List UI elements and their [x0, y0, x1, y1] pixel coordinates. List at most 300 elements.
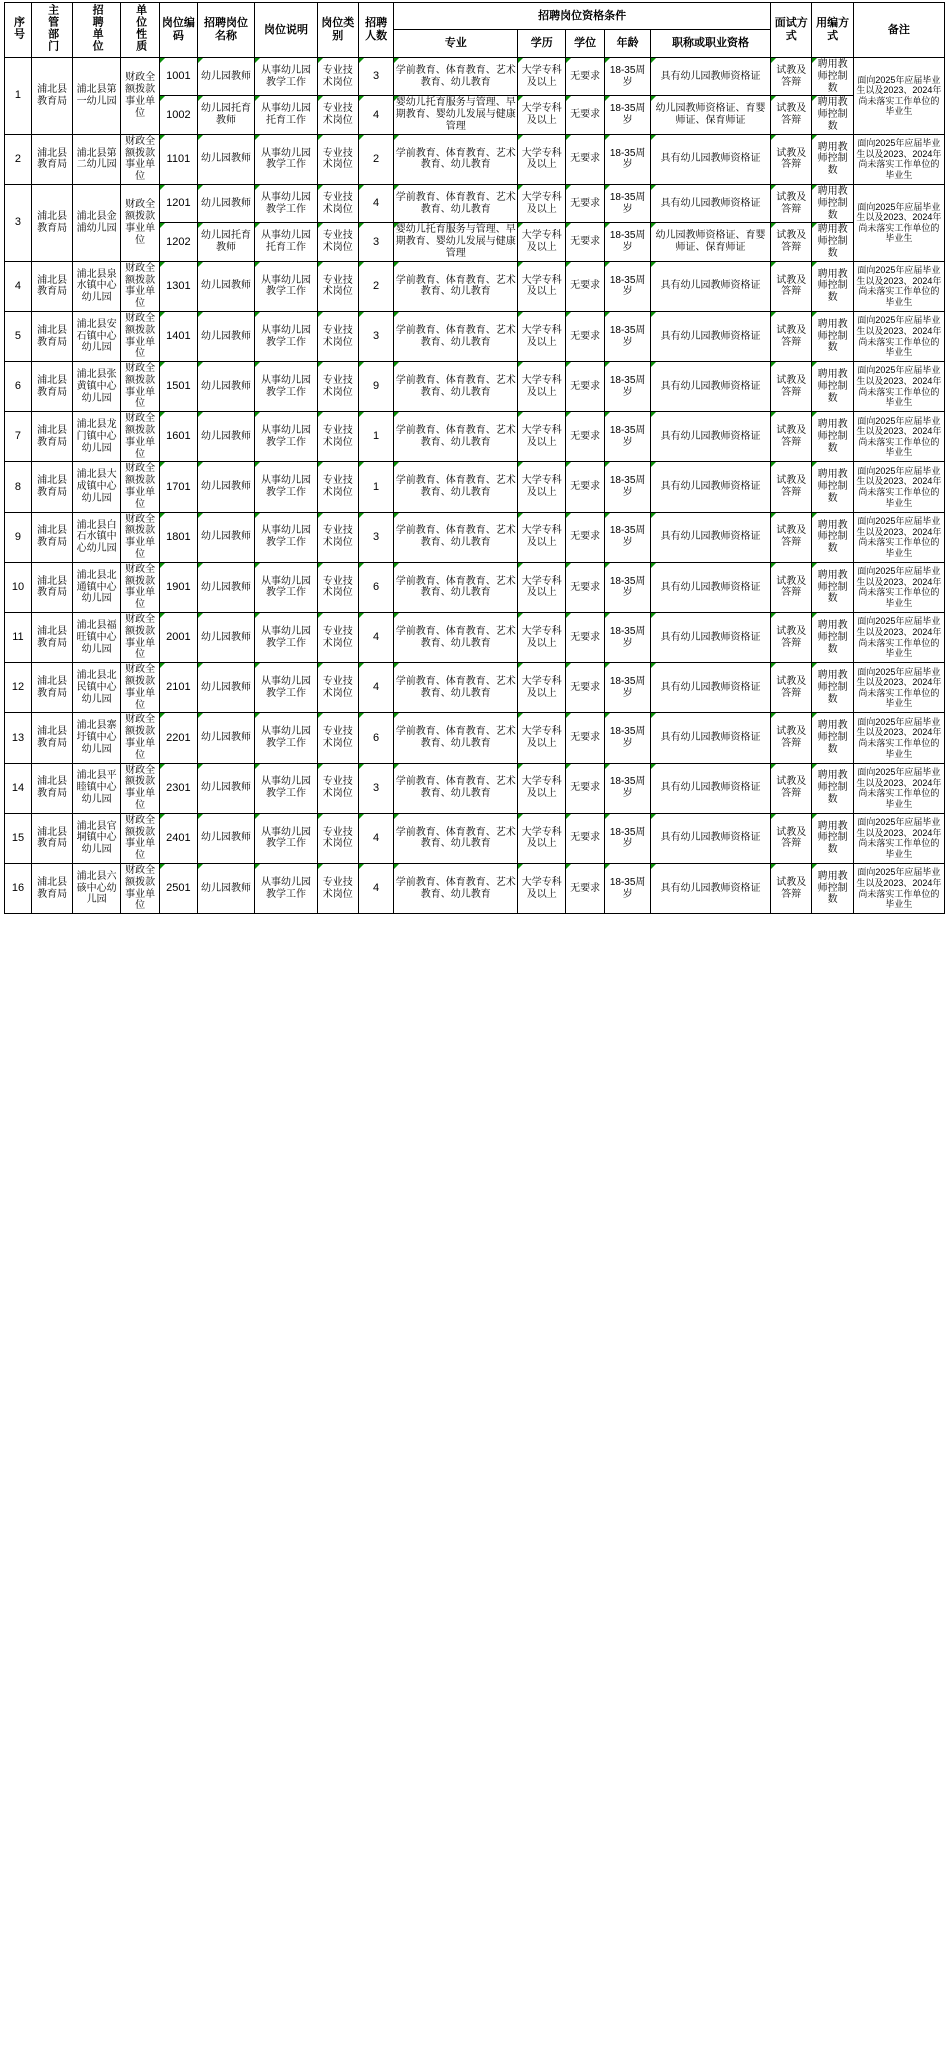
cell-nature: 财政全额拨款事业单位 — [120, 261, 159, 311]
cell-unit: 浦北县北通镇中心幼儿园 — [73, 562, 121, 612]
cell-unit: 浦北县平睦镇中心幼儿园 — [73, 763, 121, 813]
cell-employ: 聘用教师控制数 — [812, 57, 853, 95]
cell-title: 幼儿园教师资格证、育婴师证、保育师证 — [650, 223, 770, 261]
cell-category: 专业技术岗位 — [317, 562, 358, 612]
cell-exam: 试教及答辩 — [771, 311, 812, 361]
cell-name: 幼儿园教师 — [197, 663, 255, 713]
cell-age: 18-35周岁 — [605, 462, 651, 512]
cell-category: 专业技术岗位 — [317, 663, 358, 713]
cell-seq: 1 — [5, 57, 32, 134]
table-header — [5, 3, 945, 58]
cell-desc: 从事幼儿园教学工作 — [255, 57, 317, 95]
cell-seq: 9 — [5, 512, 32, 562]
cell-name: 幼儿园教师 — [197, 462, 255, 512]
cell-remark: 面向2025年应届毕业生以及2023、2024年尚未落实工作单位的毕业生 — [853, 512, 944, 562]
cell-age: 18-35周岁 — [605, 863, 651, 913]
cell-name: 幼儿园教师 — [197, 813, 255, 863]
cell-employ: 聘用教师控制数 — [812, 613, 853, 663]
table-row — [5, 261, 945, 311]
cell-unit: 浦北县六硋中心幼儿园 — [73, 863, 121, 913]
cell-count: 6 — [359, 713, 394, 763]
cell-count: 1 — [359, 412, 394, 462]
cell-name: 幼儿园教师 — [197, 184, 255, 222]
recruitment-table-sheet — [0, 2, 949, 914]
cell-code: 1202 — [160, 223, 197, 261]
cell-count: 3 — [359, 223, 394, 261]
cell-name: 幼儿园教师 — [197, 134, 255, 184]
cell-nature: 财政全额拨款事业单位 — [120, 184, 159, 261]
cell-seq: 15 — [5, 813, 32, 863]
cell-employ: 聘用教师控制数 — [812, 223, 853, 261]
cell-seq: 6 — [5, 362, 32, 412]
cell-code: 2201 — [160, 713, 197, 763]
cell-dept: 浦北县教育局 — [31, 562, 72, 612]
cell-exam: 试教及答辩 — [771, 261, 812, 311]
cell-category: 专业技术岗位 — [317, 261, 358, 311]
cell-desc: 从事幼儿园教学工作 — [255, 813, 317, 863]
cell-desc: 从事幼儿园托育工作 — [255, 96, 317, 134]
cell-degree: 无要求 — [566, 184, 605, 222]
cell-degree: 无要求 — [566, 462, 605, 512]
cell-unit: 浦北县官垌镇中心幼儿园 — [73, 813, 121, 863]
table-row — [5, 362, 945, 412]
cell-nature: 财政全额拨款事业单位 — [120, 813, 159, 863]
header-desc: 岗位说明 — [255, 3, 317, 58]
cell-seq: 2 — [5, 134, 32, 184]
cell-major: 学前教育、体育教育、艺术教育、幼儿教育 — [394, 57, 518, 95]
cell-employ: 聘用教师控制数 — [812, 261, 853, 311]
cell-unit: 浦北县福旺镇中心幼儿园 — [73, 613, 121, 663]
header-remark: 备注 — [853, 3, 944, 58]
cell-exam: 试教及答辩 — [771, 57, 812, 95]
cell-nature: 财政全额拨款事业单位 — [120, 57, 159, 134]
cell-unit: 浦北县金浦幼儿园 — [73, 184, 121, 261]
cell-dept: 浦北县教育局 — [31, 362, 72, 412]
cell-remark: 面向2025年应届毕业生以及2023、2024年尚未落实工作单位的毕业生 — [853, 713, 944, 763]
cell-title: 具有幼儿园教师资格证 — [650, 57, 770, 95]
cell-category: 专业技术岗位 — [317, 613, 358, 663]
table-row — [5, 663, 945, 713]
cell-unit: 浦北县北民镇中心幼儿园 — [73, 663, 121, 713]
cell-employ: 聘用教师控制数 — [812, 562, 853, 612]
cell-dept: 浦北县教育局 — [31, 763, 72, 813]
cell-education: 大学专科及以上 — [518, 96, 566, 134]
cell-dept: 浦北县教育局 — [31, 261, 72, 311]
cell-seq: 3 — [5, 184, 32, 261]
cell-unit: 浦北县第二幼儿园 — [73, 134, 121, 184]
cell-degree: 无要求 — [566, 261, 605, 311]
cell-seq: 4 — [5, 261, 32, 311]
cell-code: 2301 — [160, 763, 197, 813]
cell-remark: 面向2025年应届毕业生以及2023、2024年尚未落实工作单位的毕业生 — [853, 663, 944, 713]
cell-exam: 试教及答辩 — [771, 134, 812, 184]
cell-desc: 从事幼儿园托育工作 — [255, 223, 317, 261]
cell-exam: 试教及答辩 — [771, 663, 812, 713]
cell-dept: 浦北县教育局 — [31, 613, 72, 663]
cell-code: 2401 — [160, 813, 197, 863]
cell-age: 18-35周岁 — [605, 311, 651, 361]
cell-exam: 试教及答辩 — [771, 412, 812, 462]
cell-category: 专业技术岗位 — [317, 462, 358, 512]
cell-remark: 面向2025年应届毕业生以及2023、2024年尚未落实工作单位的毕业生 — [853, 134, 944, 184]
cell-nature: 财政全额拨款事业单位 — [120, 713, 159, 763]
cell-title: 具有幼儿园教师资格证 — [650, 713, 770, 763]
cell-seq: 12 — [5, 663, 32, 713]
cell-unit: 浦北县龙门镇中心幼儿园 — [73, 412, 121, 462]
cell-category: 专业技术岗位 — [317, 362, 358, 412]
cell-education: 大学专科及以上 — [518, 311, 566, 361]
cell-count: 3 — [359, 512, 394, 562]
cell-major: 学前教育、体育教育、艺术教育、幼儿教育 — [394, 261, 518, 311]
cell-age: 18-35周岁 — [605, 134, 651, 184]
cell-degree: 无要求 — [566, 863, 605, 913]
table-row — [5, 763, 945, 813]
cell-employ: 聘用教师控制数 — [812, 663, 853, 713]
cell-degree: 无要求 — [566, 713, 605, 763]
cell-dept: 浦北县教育局 — [31, 713, 72, 763]
cell-seq: 10 — [5, 562, 32, 612]
cell-age: 18-35周岁 — [605, 562, 651, 612]
header-unit: 招聘单位 — [73, 3, 121, 58]
cell-exam: 试教及答辩 — [771, 184, 812, 222]
table-row — [5, 562, 945, 612]
cell-major: 学前教育、体育教育、艺术教育、幼儿教育 — [394, 412, 518, 462]
cell-dept: 浦北县教育局 — [31, 863, 72, 913]
cell-degree: 无要求 — [566, 223, 605, 261]
cell-education: 大学专科及以上 — [518, 134, 566, 184]
cell-education: 大学专科及以上 — [518, 863, 566, 913]
cell-employ: 聘用教师控制数 — [812, 184, 853, 222]
cell-name: 幼儿园教师 — [197, 412, 255, 462]
cell-remark: 面向2025年应届毕业生以及2023、2024年尚未落实工作单位的毕业生 — [853, 311, 944, 361]
cell-category: 专业技术岗位 — [317, 311, 358, 361]
cell-title: 具有幼儿园教师资格证 — [650, 512, 770, 562]
cell-seq: 14 — [5, 763, 32, 813]
cell-count: 4 — [359, 184, 394, 222]
cell-major: 婴幼儿托育服务与管理、早期教育、婴幼儿发展与健康管理 — [394, 223, 518, 261]
cell-degree: 无要求 — [566, 134, 605, 184]
cell-exam: 试教及答辩 — [771, 223, 812, 261]
cell-code: 1901 — [160, 562, 197, 612]
cell-name: 幼儿园教师 — [197, 713, 255, 763]
cell-education: 大学专科及以上 — [518, 562, 566, 612]
cell-count: 4 — [359, 813, 394, 863]
header-title: 职称或职业资格 — [650, 30, 770, 57]
cell-count: 3 — [359, 763, 394, 813]
cell-age: 18-35周岁 — [605, 613, 651, 663]
cell-title: 具有幼儿园教师资格证 — [650, 863, 770, 913]
cell-title: 具有幼儿园教师资格证 — [650, 763, 770, 813]
cell-unit: 浦北县安石镇中心幼儿园 — [73, 311, 121, 361]
cell-degree: 无要求 — [566, 57, 605, 95]
cell-category: 专业技术岗位 — [317, 512, 358, 562]
cell-seq: 5 — [5, 311, 32, 361]
cell-name: 幼儿园托育教师 — [197, 223, 255, 261]
cell-degree: 无要求 — [566, 562, 605, 612]
cell-remark: 面向2025年应届毕业生以及2023、2024年尚未落实工作单位的毕业生 — [853, 562, 944, 612]
cell-major: 学前教育、体育教育、艺术教育、幼儿教育 — [394, 863, 518, 913]
cell-name: 幼儿园托育教师 — [197, 96, 255, 134]
table-row — [5, 863, 945, 913]
cell-code: 1701 — [160, 462, 197, 512]
cell-nature: 财政全额拨款事业单位 — [120, 663, 159, 713]
cell-employ: 聘用教师控制数 — [812, 362, 853, 412]
header-major: 专业 — [394, 30, 518, 57]
cell-nature: 财政全额拨款事业单位 — [120, 512, 159, 562]
cell-dept: 浦北县教育局 — [31, 134, 72, 184]
cell-category: 专业技术岗位 — [317, 57, 358, 95]
cell-category: 专业技术岗位 — [317, 184, 358, 222]
cell-dept: 浦北县教育局 — [31, 462, 72, 512]
cell-code: 1401 — [160, 311, 197, 361]
cell-code: 1201 — [160, 184, 197, 222]
cell-exam: 试教及答辩 — [771, 96, 812, 134]
table-row — [5, 311, 945, 361]
cell-dept: 浦北县教育局 — [31, 412, 72, 462]
cell-nature: 财政全额拨款事业单位 — [120, 134, 159, 184]
cell-unit: 浦北县白石水镇中心幼儿园 — [73, 512, 121, 562]
cell-exam: 试教及答辩 — [771, 763, 812, 813]
cell-desc: 从事幼儿园教学工作 — [255, 863, 317, 913]
header-group-qualifications: 招聘岗位资格条件 — [394, 3, 771, 30]
cell-code: 2101 — [160, 663, 197, 713]
header-code: 岗位编码 — [160, 3, 197, 58]
cell-name: 幼儿园教师 — [197, 512, 255, 562]
cell-code: 2001 — [160, 613, 197, 663]
header-education: 学历 — [518, 30, 566, 57]
cell-employ: 聘用教师控制数 — [812, 713, 853, 763]
cell-desc: 从事幼儿园教学工作 — [255, 713, 317, 763]
cell-remark: 面向2025年应届毕业生以及2023、2024年尚未落实工作单位的毕业生 — [853, 261, 944, 311]
cell-unit: 浦北县泉水镇中心幼儿园 — [73, 261, 121, 311]
header-seq: 序号 — [5, 3, 32, 58]
cell-age: 18-35周岁 — [605, 713, 651, 763]
cell-code: 1501 — [160, 362, 197, 412]
cell-nature: 财政全额拨款事业单位 — [120, 763, 159, 813]
cell-employ: 聘用教师控制数 — [812, 763, 853, 813]
cell-count: 4 — [359, 96, 394, 134]
cell-age: 18-35周岁 — [605, 512, 651, 562]
cell-count: 2 — [359, 134, 394, 184]
cell-remark: 面向2025年应届毕业生以及2023、2024年尚未落实工作单位的毕业生 — [853, 863, 944, 913]
table-row — [5, 134, 945, 184]
cell-count: 6 — [359, 562, 394, 612]
cell-count: 1 — [359, 462, 394, 512]
cell-desc: 从事幼儿园教学工作 — [255, 261, 317, 311]
header-category: 岗位类别 — [317, 3, 358, 58]
cell-category: 专业技术岗位 — [317, 863, 358, 913]
cell-employ: 聘用教师控制数 — [812, 134, 853, 184]
cell-age: 18-35周岁 — [605, 412, 651, 462]
cell-age: 18-35周岁 — [605, 57, 651, 95]
cell-age: 18-35周岁 — [605, 663, 651, 713]
cell-employ: 聘用教师控制数 — [812, 462, 853, 512]
header-name: 招聘岗位名称 — [197, 3, 255, 58]
cell-name: 幼儿园教师 — [197, 362, 255, 412]
cell-education: 大学专科及以上 — [518, 813, 566, 863]
cell-nature: 财政全额拨款事业单位 — [120, 462, 159, 512]
cell-seq: 13 — [5, 713, 32, 763]
cell-education: 大学专科及以上 — [518, 223, 566, 261]
cell-title: 具有幼儿园教师资格证 — [650, 462, 770, 512]
cell-category: 专业技术岗位 — [317, 96, 358, 134]
cell-major: 学前教育、体育教育、艺术教育、幼儿教育 — [394, 613, 518, 663]
cell-employ: 聘用教师控制数 — [812, 813, 853, 863]
cell-degree: 无要求 — [566, 96, 605, 134]
cell-major: 学前教育、体育教育、艺术教育、幼儿教育 — [394, 562, 518, 612]
cell-remark: 面向2025年应届毕业生以及2023、2024年尚未落实工作单位的毕业生 — [853, 813, 944, 863]
table-row — [5, 184, 945, 222]
cell-education: 大学专科及以上 — [518, 512, 566, 562]
cell-degree: 无要求 — [566, 813, 605, 863]
cell-employ: 聘用教师控制数 — [812, 512, 853, 562]
cell-degree: 无要求 — [566, 613, 605, 663]
cell-seq: 8 — [5, 462, 32, 512]
table-row — [5, 613, 945, 663]
header-exam: 面试方式 — [771, 3, 812, 58]
cell-age: 18-35周岁 — [605, 96, 651, 134]
cell-degree: 无要求 — [566, 311, 605, 361]
cell-nature: 财政全额拨款事业单位 — [120, 562, 159, 612]
cell-major: 学前教育、体育教育、艺术教育、幼儿教育 — [394, 311, 518, 361]
cell-age: 18-35周岁 — [605, 763, 651, 813]
cell-degree: 无要求 — [566, 412, 605, 462]
cell-dept: 浦北县教育局 — [31, 184, 72, 261]
cell-seq: 11 — [5, 613, 32, 663]
cell-exam: 试教及答辩 — [771, 512, 812, 562]
cell-major: 学前教育、体育教育、艺术教育、幼儿教育 — [394, 813, 518, 863]
cell-education: 大学专科及以上 — [518, 613, 566, 663]
cell-desc: 从事幼儿园教学工作 — [255, 512, 317, 562]
cell-nature: 财政全额拨款事业单位 — [120, 311, 159, 361]
cell-count: 4 — [359, 663, 394, 713]
cell-category: 专业技术岗位 — [317, 412, 358, 462]
cell-education: 大学专科及以上 — [518, 261, 566, 311]
cell-code: 1301 — [160, 261, 197, 311]
cell-exam: 试教及答辩 — [771, 613, 812, 663]
cell-code: 1601 — [160, 412, 197, 462]
cell-remark: 面向2025年应届毕业生以及2023、2024年尚未落实工作单位的毕业生 — [853, 362, 944, 412]
cell-title: 具有幼儿园教师资格证 — [650, 311, 770, 361]
cell-count: 9 — [359, 362, 394, 412]
table-row — [5, 512, 945, 562]
cell-name: 幼儿园教师 — [197, 311, 255, 361]
cell-desc: 从事幼儿园教学工作 — [255, 663, 317, 713]
cell-code: 1101 — [160, 134, 197, 184]
cell-category: 专业技术岗位 — [317, 813, 358, 863]
cell-count: 2 — [359, 261, 394, 311]
table-row — [5, 462, 945, 512]
cell-degree: 无要求 — [566, 663, 605, 713]
cell-major: 学前教育、体育教育、艺术教育、幼儿教育 — [394, 512, 518, 562]
cell-nature: 财政全额拨款事业单位 — [120, 362, 159, 412]
cell-education: 大学专科及以上 — [518, 57, 566, 95]
cell-seq: 16 — [5, 863, 32, 913]
cell-education: 大学专科及以上 — [518, 763, 566, 813]
table-row — [5, 713, 945, 763]
cell-unit: 浦北县张黄镇中心幼儿园 — [73, 362, 121, 412]
cell-exam: 试教及答辩 — [771, 863, 812, 913]
cell-nature: 财政全额拨款事业单位 — [120, 863, 159, 913]
cell-remark: 面向2025年应届毕业生以及2023、2024年尚未落实工作单位的毕业生 — [853, 412, 944, 462]
cell-category: 专业技术岗位 — [317, 223, 358, 261]
cell-dept: 浦北县教育局 — [31, 663, 72, 713]
header-degree: 学位 — [566, 30, 605, 57]
cell-desc: 从事幼儿园教学工作 — [255, 362, 317, 412]
cell-unit: 浦北县第一幼儿园 — [73, 57, 121, 134]
cell-desc: 从事幼儿园教学工作 — [255, 562, 317, 612]
cell-remark: 面向2025年应届毕业生以及2023、2024年尚未落实工作单位的毕业生 — [853, 184, 944, 261]
cell-title: 具有幼儿园教师资格证 — [650, 613, 770, 663]
cell-education: 大学专科及以上 — [518, 362, 566, 412]
table-row — [5, 813, 945, 863]
header-employ: 用编方式 — [812, 3, 853, 58]
cell-remark: 面向2025年应届毕业生以及2023、2024年尚未落实工作单位的毕业生 — [853, 763, 944, 813]
cell-category: 专业技术岗位 — [317, 134, 358, 184]
cell-exam: 试教及答辩 — [771, 462, 812, 512]
cell-desc: 从事幼儿园教学工作 — [255, 311, 317, 361]
cell-employ: 聘用教师控制数 — [812, 863, 853, 913]
cell-title: 具有幼儿园教师资格证 — [650, 412, 770, 462]
cell-title: 幼儿园教师资格证、育婴师证、保育师证 — [650, 96, 770, 134]
cell-title: 具有幼儿园教师资格证 — [650, 261, 770, 311]
cell-degree: 无要求 — [566, 362, 605, 412]
cell-degree: 无要求 — [566, 512, 605, 562]
cell-category: 专业技术岗位 — [317, 713, 358, 763]
cell-degree: 无要求 — [566, 763, 605, 813]
cell-desc: 从事幼儿园教学工作 — [255, 134, 317, 184]
cell-code: 2501 — [160, 863, 197, 913]
cell-desc: 从事幼儿园教学工作 — [255, 184, 317, 222]
cell-exam: 试教及答辩 — [771, 562, 812, 612]
cell-major: 婴幼儿托育服务与管理、早期教育、婴幼儿发展与健康管理 — [394, 96, 518, 134]
cell-remark: 面向2025年应届毕业生以及2023、2024年尚未落实工作单位的毕业生 — [853, 57, 944, 134]
cell-name: 幼儿园教师 — [197, 57, 255, 95]
cell-seq: 7 — [5, 412, 32, 462]
cell-dept: 浦北县教育局 — [31, 512, 72, 562]
cell-title: 具有幼儿园教师资格证 — [650, 134, 770, 184]
header-dept: 主管部门 — [31, 3, 72, 58]
header-row-1 — [5, 3, 945, 30]
cell-count: 4 — [359, 863, 394, 913]
cell-title: 具有幼儿园教师资格证 — [650, 362, 770, 412]
cell-title: 具有幼儿园教师资格证 — [650, 663, 770, 713]
table-row — [5, 412, 945, 462]
cell-major: 学前教育、体育教育、艺术教育、幼儿教育 — [394, 362, 518, 412]
cell-age: 18-35周岁 — [605, 362, 651, 412]
cell-employ: 聘用教师控制数 — [812, 412, 853, 462]
cell-nature: 财政全额拨款事业单位 — [120, 412, 159, 462]
header-age: 年龄 — [605, 30, 651, 57]
cell-major: 学前教育、体育教育、艺术教育、幼儿教育 — [394, 184, 518, 222]
cell-code: 1001 — [160, 57, 197, 95]
cell-dept: 浦北县教育局 — [31, 311, 72, 361]
cell-major: 学前教育、体育教育、艺术教育、幼儿教育 — [394, 663, 518, 713]
cell-remark: 面向2025年应届毕业生以及2023、2024年尚未落实工作单位的毕业生 — [853, 462, 944, 512]
cell-remark: 面向2025年应届毕业生以及2023、2024年尚未落实工作单位的毕业生 — [853, 613, 944, 663]
cell-unit: 浦北县寨圩镇中心幼儿园 — [73, 713, 121, 763]
cell-code: 1801 — [160, 512, 197, 562]
cell-title: 具有幼儿园教师资格证 — [650, 184, 770, 222]
header-count: 招聘人数 — [359, 3, 394, 58]
cell-title: 具有幼儿园教师资格证 — [650, 562, 770, 612]
cell-employ: 聘用教师控制数 — [812, 311, 853, 361]
cell-education: 大学专科及以上 — [518, 184, 566, 222]
table-body — [5, 57, 945, 913]
cell-age: 18-35周岁 — [605, 813, 651, 863]
recruitment-table — [4, 2, 945, 914]
cell-dept: 浦北县教育局 — [31, 813, 72, 863]
